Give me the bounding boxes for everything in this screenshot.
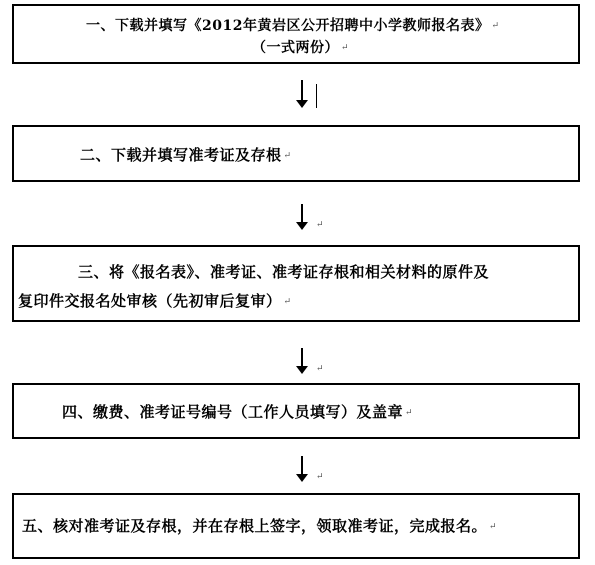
step-2-line-1: 二、下载并填写准考证及存根 ↵ — [80, 146, 292, 164]
step-1-line-2: （一式两份） ↵ — [252, 40, 350, 56]
step-2-box — [12, 125, 580, 182]
text-cursor — [316, 84, 317, 108]
step-4-line-1: 四、缴费、准考证号编号（工作人员填写）及盖章 ↵ — [62, 403, 414, 421]
step-3-line-1: 三、将《报名表》、准考证、准考证存根和相关材料的原件及 — [78, 263, 490, 281]
step-3-box — [12, 245, 580, 322]
arrow-3-4 — [296, 348, 308, 374]
paragraph-mark: ↵ — [316, 220, 324, 230]
step-5-box — [12, 493, 580, 559]
arrow-2-3 — [296, 204, 308, 230]
step-5-line-1: 五、核对准考证及存根，并在存根上签字，领取准考证，完成报名。 ↵ — [22, 517, 498, 535]
paragraph-mark: ↵ — [283, 297, 292, 307]
paragraph-mark: ↵ — [341, 43, 350, 53]
paragraph-mark: ↵ — [316, 364, 324, 374]
arrow-1-2 — [296, 80, 308, 108]
step-4-box — [12, 383, 580, 439]
paragraph-mark: ↵ — [489, 522, 498, 532]
step-1-box — [12, 4, 580, 64]
arrow-4-5 — [296, 456, 308, 482]
paragraph-mark: ↵ — [316, 472, 324, 482]
step-3-line-2: 复印件交报名处审核（先初审后复审） ↵ — [18, 292, 292, 310]
paragraph-mark: ↵ — [491, 21, 500, 31]
paragraph-mark: ↵ — [405, 408, 414, 418]
step-1-line-1: 一、下载并填写《2012年黄岩区公开招聘中小学教师报名表》 ↵ — [86, 18, 500, 34]
paragraph-mark: ↵ — [283, 151, 292, 161]
